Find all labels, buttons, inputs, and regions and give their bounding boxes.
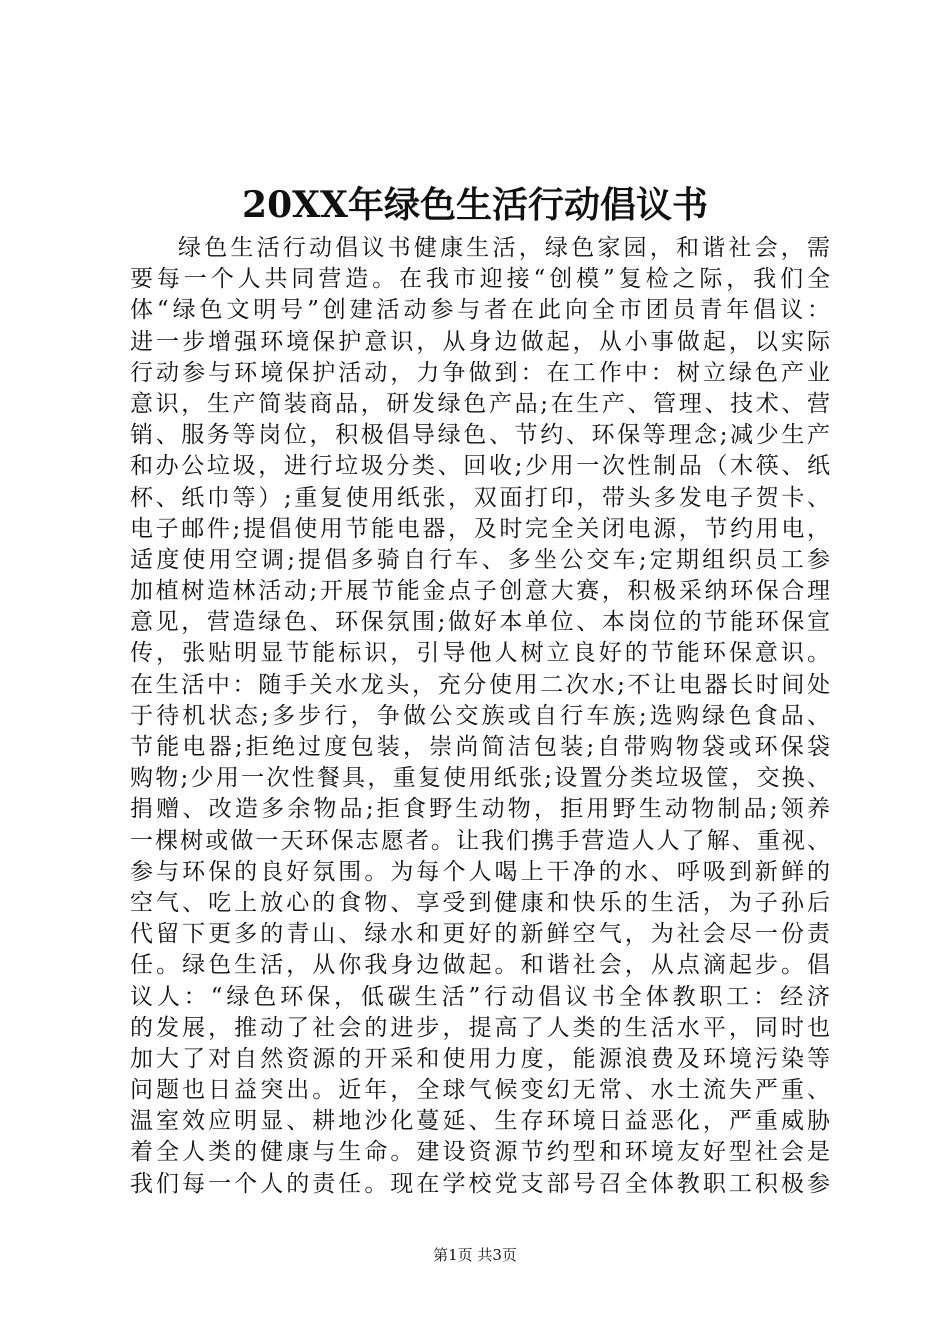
body-line: 一棵树或做一天环保志愿者。让我们携手营造人人了解、重视、 [130,827,830,854]
body-line: 在生活中：随手关水龙头，充分使用二次水;不让电器长时间处 [130,671,830,698]
body-line: 意识，生产简装商品，研发绿色产品;在生产、管理、技术、营 [130,390,830,417]
body-line: 意见，营造绿色、环保氛围;做好本单位、本岗位的节能环保宣 [130,609,830,636]
body-line: 于待机状态;多步行，争做公交族或自行车族;选购绿色食品、 [130,702,830,729]
document-body [130,233,830,1200]
body-line: 任。绿色生活，从你我身边做起。和谐社会，从点滴起步。倡 [130,952,830,979]
body-line: 适度使用空调;提倡多骑自行车、多坐公交车;定期组织员工参 [130,546,830,573]
body-line: 的发展，推动了社会的进步，提高了人类的生活水平，同时也 [130,1014,830,1041]
body-line: 空气、吃上放心的食物、享受到健康和快乐的生活，为子孙后 [130,889,830,916]
body-line: 体“绿色文明号”创建活动参与者在此向全市团员青年倡议： [130,297,830,324]
body-line: 捐赠、改造多余物品;拒食野生动物，拒用野生动物制品;领养 [130,796,830,823]
page-footer: 第1页 共3页 [433,1246,517,1264]
document-title: 20XX年绿色生活行动倡议书 [242,184,708,226]
body-line: 绿色生活行动倡议书健康生活，绿色家园，和谐社会，需 [178,235,830,261]
body-line: 传，张贴明显节能标识，引导他人树立良好的节能环保意识。 [130,640,830,667]
body-line: 代留下更多的青山、绿水和更好的新鲜空气，为社会尽一份责 [130,921,830,948]
body-line: 杯、纸巾等）;重复使用纸张，双面打印，带头多发电子贺卡、 [130,484,830,511]
body-line: 行动参与环境保护活动，力争做到：在工作中：树立绿色产业 [130,359,830,386]
body-line: 问题也日益突出。近年，全球气候变幻无常、水土流失严重、 [130,1077,830,1104]
body-line: 电子邮件;提倡使用节能电器，及时完全关闭电源，节约用电， [130,515,830,542]
body-line: 议人：“绿色环保，低碳生活”行动倡议书全体教职工：经济 [130,983,830,1010]
body-line: 加大了对自然资源的开采和使用力度，能源浪费及环境污染等 [130,1045,830,1072]
body-line: 着全人类的健康与生命。建设资源节约型和环境友好型社会是 [130,1139,830,1166]
body-line: 销、服务等岗位，积极倡导绿色、节约、环保等理念;减少生产 [130,422,830,449]
body-line: 和办公垃圾，进行垃圾分类、回收;少用一次性制品（木筷、纸 [130,453,830,480]
body-line: 参与环保的良好氛围。为每个人喝上干净的水、呼吸到新鲜的 [130,858,830,885]
body-line: 加植树造林活动;开展节能金点子创意大赛，积极采纳环保合理 [130,578,830,605]
body-line: 进一步增强环境保护意识，从身边做起，从小事做起，以实际 [130,328,830,355]
body-line: 我们每一个人的责任。现在学校党支部号召全体教职工积极参 [130,1170,830,1197]
body-line: 要每一个人共同营造。在我市迎接“创模”复检之际，我们全 [130,266,830,293]
body-line: 节能电器;拒绝过度包装，崇尚简洁包装;自带购物袋或环保袋 [130,734,830,760]
body-line: 购物;少用一次性餐具，重复使用纸张;设置分类垃圾筐，交换、 [130,765,830,792]
body-line: 温室效应明显、耕地沙化蔓延、生存环境日益恶化，严重威胁 [130,1108,830,1135]
